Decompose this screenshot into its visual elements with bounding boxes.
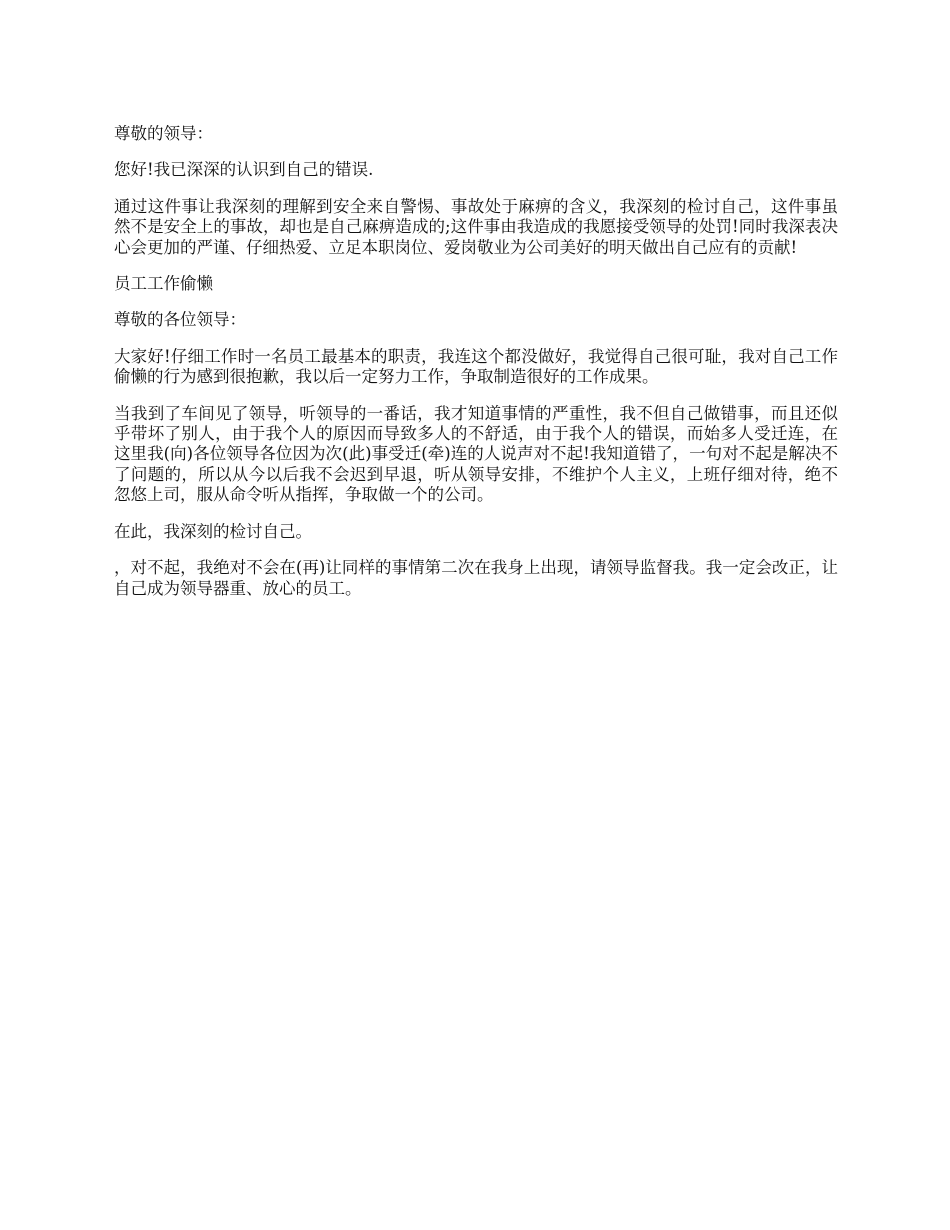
body-paragraph: 通过这件事让我深刻的理解到安全来自警惕、事故处于麻痹的含义，我深刻的检讨自己，这件事虽然不是安全上的事故，却也是自己麻痹造成的;这件事由我造成的我愿接受领导的处罚!同时我深表决心会更加的严谨、仔细热爱、立足本职岗位、爱岗敬业为公司美好的明天做出自己应有的贡献! bbox=[114, 196, 838, 257]
greeting-paragraph: 您好!我已深深的认识到自己的错误. bbox=[114, 160, 374, 180]
section-heading: 员工工作偷懒 bbox=[114, 274, 213, 294]
body-paragraph: 大家好!仔细工作时一名员工最基本的职责，我连这个都没做好，我觉得自己很可耻，我对自己工作偷懒的行为感到很抱歉，我以后一定努力工作，争取制造很好的工作成果。 bbox=[114, 346, 838, 387]
closing-paragraph: ，对不起，我绝对不会在(再)让同样的事情第二次在我身上出现，请领导监督我。我一定会改正，让自己成为领导器重、放心的员工。 bbox=[114, 558, 838, 598]
body-paragraph: 在此，我深刻的检讨自己。 bbox=[114, 521, 312, 541]
document-body bbox=[114, 124, 838, 615]
salutation: 尊敬的各位领导： bbox=[114, 310, 246, 330]
body-paragraph: 当我到了车间见了领导，听领导的一番话，我才知道事情的严重性，我不但自己做错事，而且还似乎带坏了别人，由于我个人的原因而导致多人的不舒适，由于我个人的错误，而始多人受迁连，在这里我(向)各位领导各位因为次(此)事受迁(牵)连的人说声对不起!我知道错了，一句对不起是解决不了问题的，所以从今以后我不会迟到早退，听从领导安排，不维护个人主义，上班仔细对待，绝不忽悠上司，服从命令听从指挥，争取做一个的公司。 bbox=[114, 403, 838, 505]
salutation: 尊敬的领导： bbox=[114, 124, 213, 143]
